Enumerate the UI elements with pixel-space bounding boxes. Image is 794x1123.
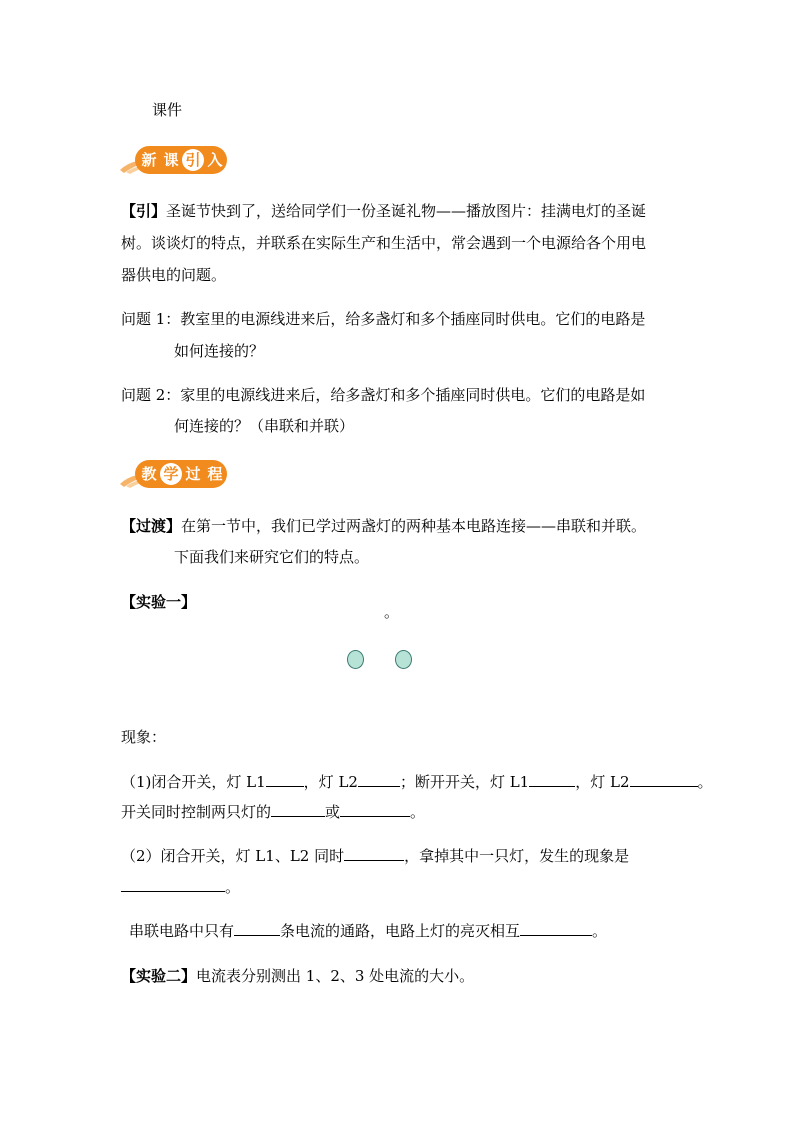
fill-blank[interactable]	[529, 772, 575, 787]
stray-dot: 。	[384, 603, 400, 621]
fill-blank[interactable]	[340, 802, 410, 817]
banner-char: 引	[182, 149, 204, 171]
bulb-l1-icon	[347, 650, 364, 669]
question-1-line-1: 问题 1：教室里的电源线进来后，给多盏灯和多个插座同时供电。它们的电路是	[121, 310, 646, 328]
section-banner-process	[118, 460, 228, 490]
series-summary: 串联电路中只有 条电流的通路，电路上灯的亮灭相互 。	[129, 922, 608, 940]
phenomenon-question-1-line-2: 开关同时控制两只灯的 或 。	[121, 803, 426, 821]
phenomenon-label: 现象：	[121, 728, 167, 746]
phenomenon-question-2-line-1: （2）闭合开关，灯 L1、L2 同时 ，拿掉其中一只灯，发生的现象是	[121, 847, 630, 865]
intro-line-2: 树。谈谈灯的特点，并联系在实际生产和生活中，常会遇到一个电源给各个用电	[121, 234, 647, 252]
phenomenon-question-1-line-1: （1)闭合开关，灯 L1 ，灯 L2 ；断开开关，灯 L1 ，灯 L2 。	[121, 773, 713, 791]
banner-char: 新	[141, 151, 157, 169]
banner-char: 教	[141, 465, 157, 483]
phenomenon-question-2-line-2: 。	[121, 877, 240, 897]
page-title: 课件	[152, 101, 183, 119]
banner-char: 程	[207, 465, 223, 483]
question-2-line-2: 何连接的？（串联和并联）	[174, 417, 355, 435]
transition-line-1: 【过渡】在第一节中，我们已学过两盏灯的两种基本电路连接——串联和并联。	[121, 517, 647, 535]
bulb-l2-icon	[395, 650, 412, 669]
fill-blank[interactable]	[121, 877, 225, 892]
transition-line-2: 下面我们来研究它们的特点。	[174, 548, 370, 566]
fill-blank[interactable]	[271, 802, 325, 817]
question-2-line-1: 问题 2：家里的电源线进来后，给多盏灯和多个插座同时供电。它们的电路是如	[121, 386, 646, 404]
intro-line-3: 器供电的问题。	[121, 266, 227, 284]
fill-blank[interactable]	[358, 772, 400, 787]
experiment-1-title: 【实验一】	[121, 593, 197, 611]
fill-blank[interactable]	[344, 846, 404, 861]
banner-char: 课	[163, 151, 179, 169]
banner-char: 入	[207, 151, 223, 169]
intro-line-1: 【引】圣诞节快到了，送给同学们一份圣诞礼物——播放图片：挂满电灯的圣诞	[121, 202, 647, 220]
fill-blank[interactable]	[266, 772, 304, 787]
experiment-2-line: 【实验二】电流表分别测出 1、2、3 处电流的大小。	[121, 967, 475, 985]
fill-blank[interactable]	[630, 772, 698, 787]
section-banner-intro	[118, 146, 228, 176]
banner-char: 过	[185, 465, 201, 483]
fill-blank[interactable]	[520, 921, 592, 936]
banner-char: 学	[160, 463, 182, 485]
fill-blank[interactable]	[234, 921, 280, 936]
question-1-line-2: 如何连接的？	[174, 342, 265, 360]
